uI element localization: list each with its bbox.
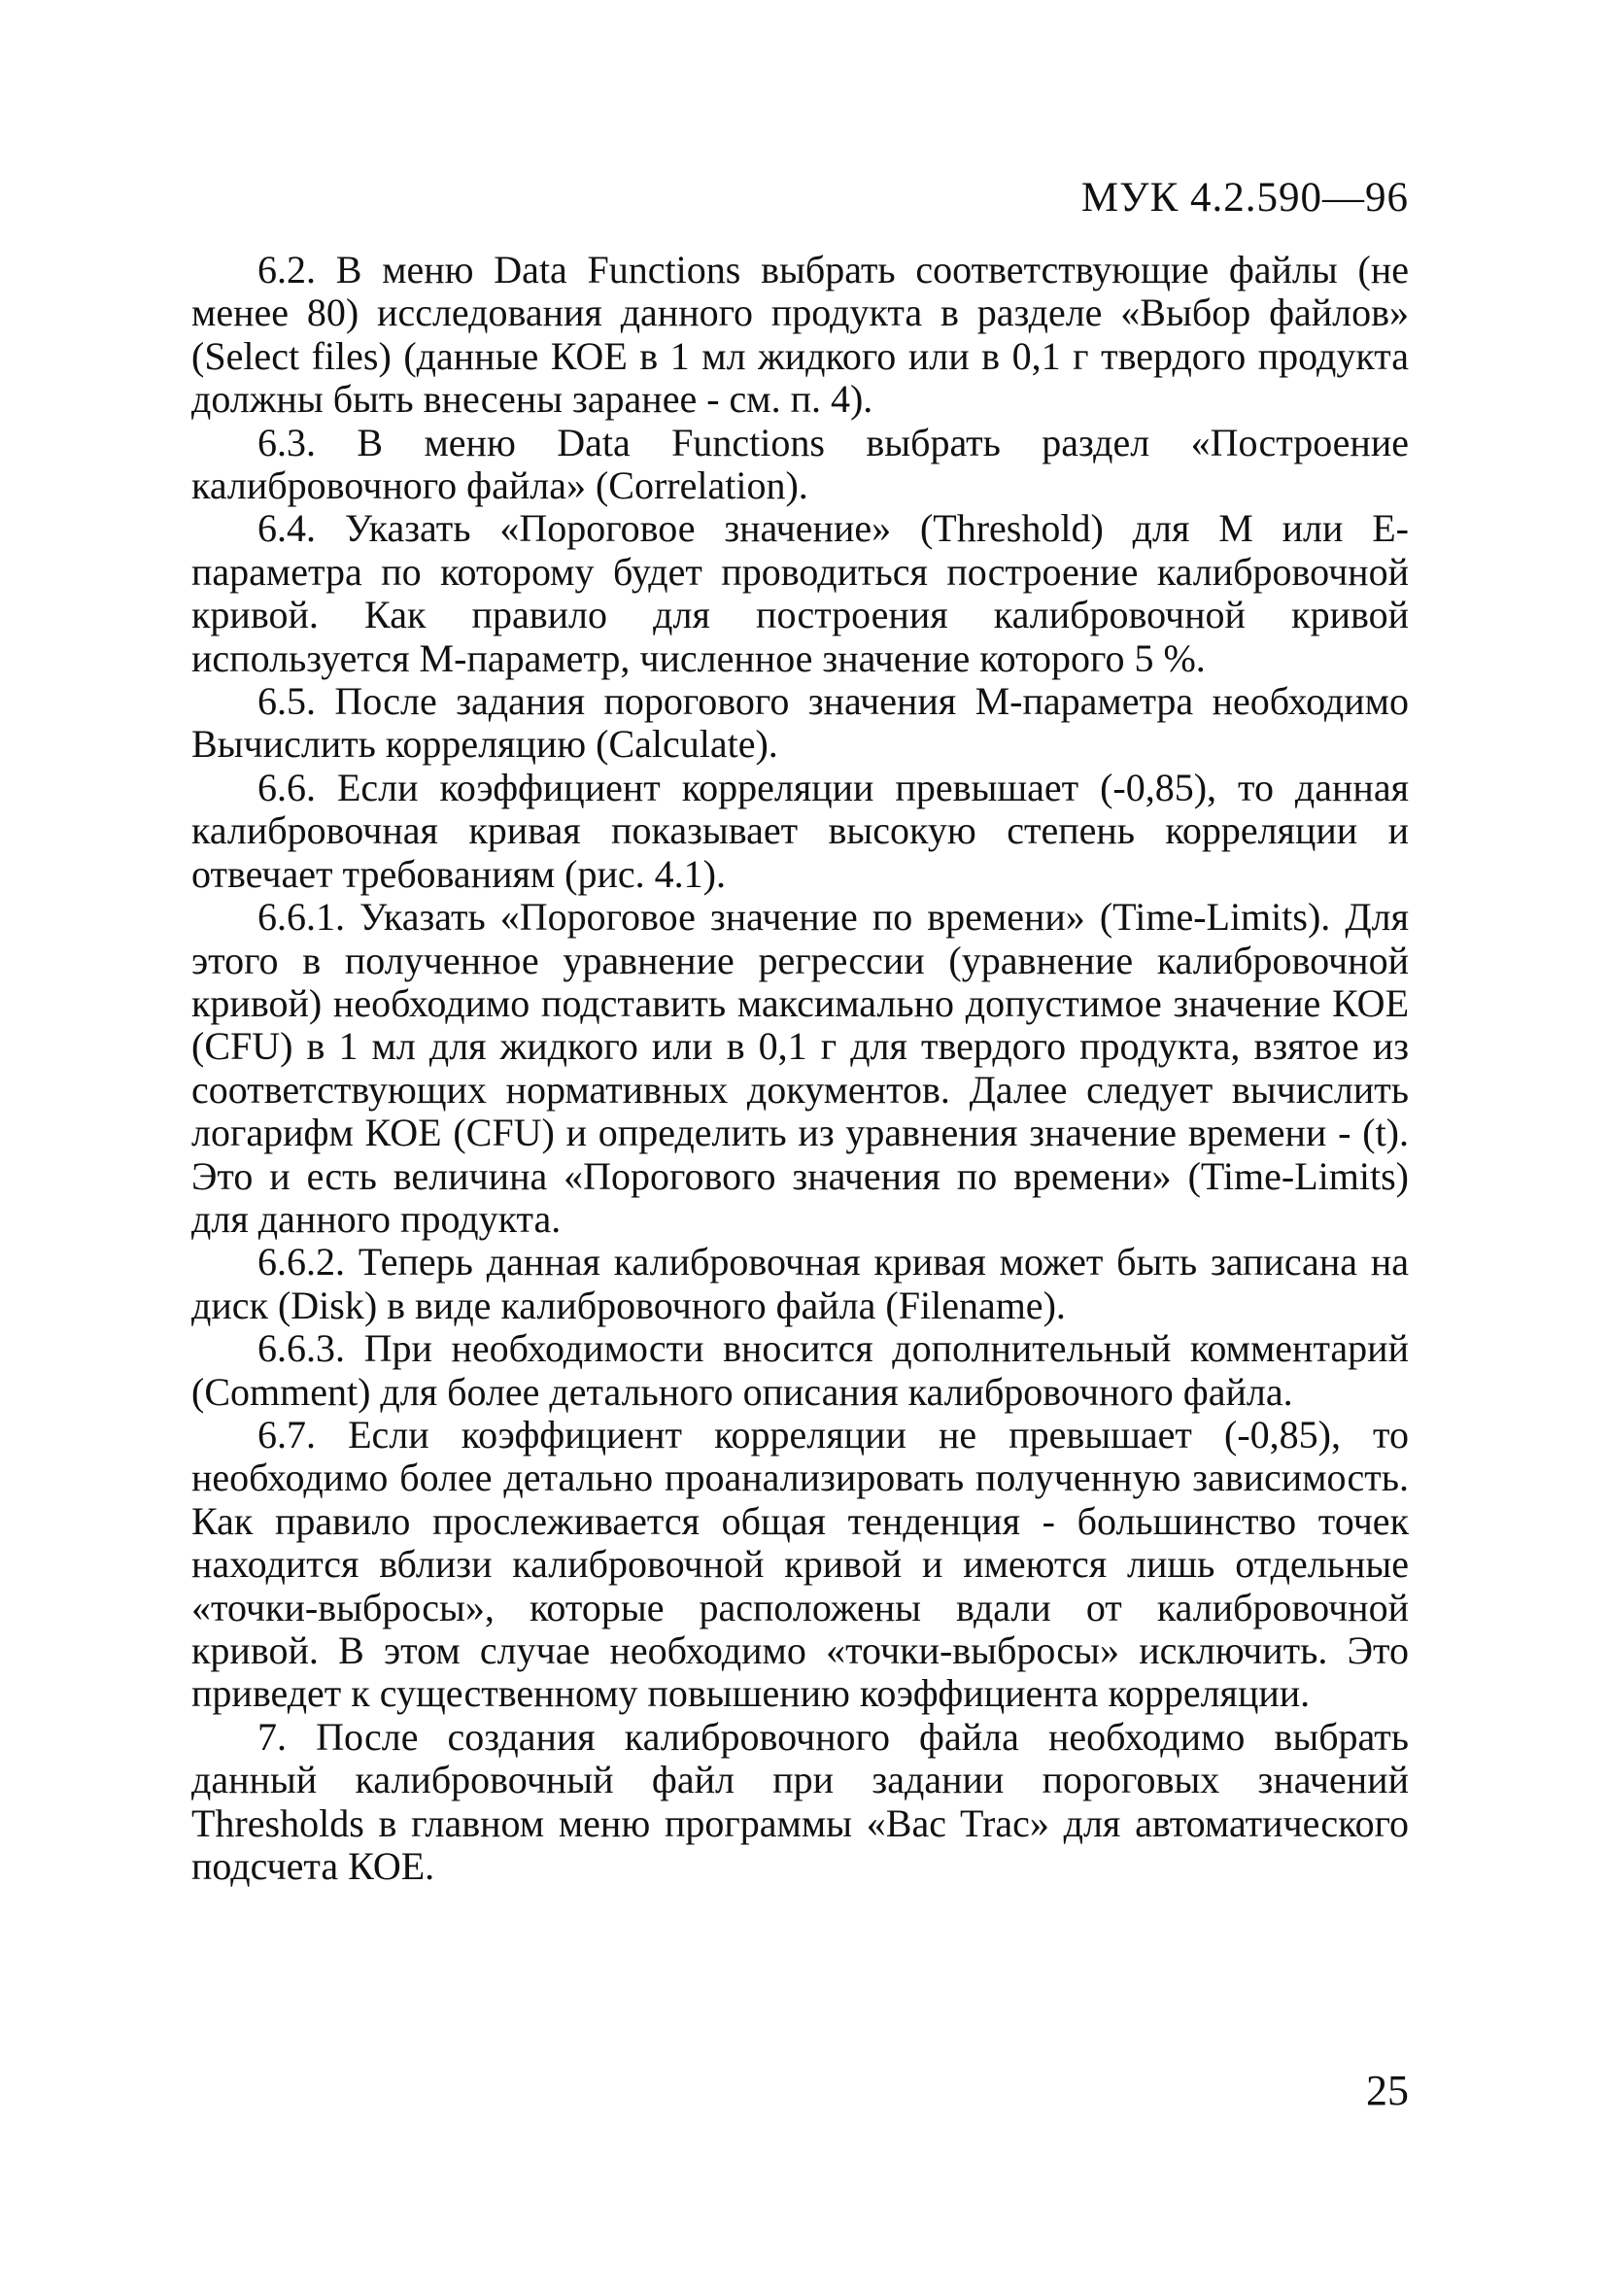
paragraph-7: 7. После создания калибровочного файла необходимо выбрать данный калибровочный файл при задании пороговых значений Thresholds в главном меню программы «Bac Trac» для автоматического подсчета КОЕ.	[191, 1714, 1409, 1889]
paragraph-6-3: 6.3. В меню Data Functions выбрать раздел «Построение калибровочного файла» (Correlation).	[191, 420, 1409, 508]
paragraph-6-7: 6.7. Если коэффициент корреляции не превышает (-0,85), то необходимо более детально проанализировать полученную зависимость. Как правило прослеживается общая тенденция - большинство точек находится вблизи калибровочной кривой и имеются лишь отдельные «точки-выбросы», которые расположены вдали от калибровочной кривой. В этом случае необходимо «точки-выбросы» исключить. Это приведет к существенному повышению коэффициента корреляции.	[191, 1412, 1409, 1716]
page-number: 25	[1366, 2067, 1409, 2114]
paragraph-6-6: 6.6. Если коэффициент корреляции превышает (-0,85), то данная калибровочная кривая показывает высокую степень корреляции и отвечает требованиям (рис. 4.1).	[191, 765, 1409, 896]
paragraph-6-6-2: 6.6.2. Теперь данная калибровочная кривая может быть записана на диск (Disk) в виде калибровочного файла (Filename).	[191, 1240, 1409, 1327]
paragraph-6-5: 6.5. После задания порогового значения М-параметра необходимо Вычислить корреляцию (Calculate).	[191, 679, 1409, 767]
paragraph-6-6-1: 6.6.1. Указать «Пороговое значение по времени» (Time-Limits). Для этого в полученное уравнение регрессии (уравнение калибровочной кривой) необходимо подставить максимально допустимое значение КОЕ (CFU) в 1 мл для жидкого или в 0,1 г для твердого продукта, взятое из соответствующих нормативных документов. Далее следует вычислить логарифм КОЕ (CFU) и определить из уравнения значение времени - (t). Это и есть величина «Порогового значения по времени» (Time-Limits) для данного продукта.	[191, 895, 1409, 1241]
document-body	[191, 249, 1409, 1888]
document-header: МУК 4.2.590—96	[1080, 175, 1409, 221]
paragraph-6-4: 6.4. Указать «Пороговое значение» (Threshold) для М или Е-параметра по которому будет проводиться построение калибровочной кривой. Как правило для построения калибровочной кривой используется М-параметр, численное значение которого 5 %.	[191, 506, 1409, 680]
paragraph-6-2: 6.2. В меню Data Functions выбрать соответствующие файлы (не менее 80) исследования данного продукта в разделе «Выбор файлов» (Select files) (данные КОЕ в 1 мл жидкого или в 0,1 г твердого продукта должны быть внесены заранее - см. п. 4).	[191, 248, 1409, 422]
paragraph-6-6-3: 6.6.3. При необходимости вносится дополнительный комментарий (Comment) для более детального описания калибровочного файла.	[191, 1326, 1409, 1414]
